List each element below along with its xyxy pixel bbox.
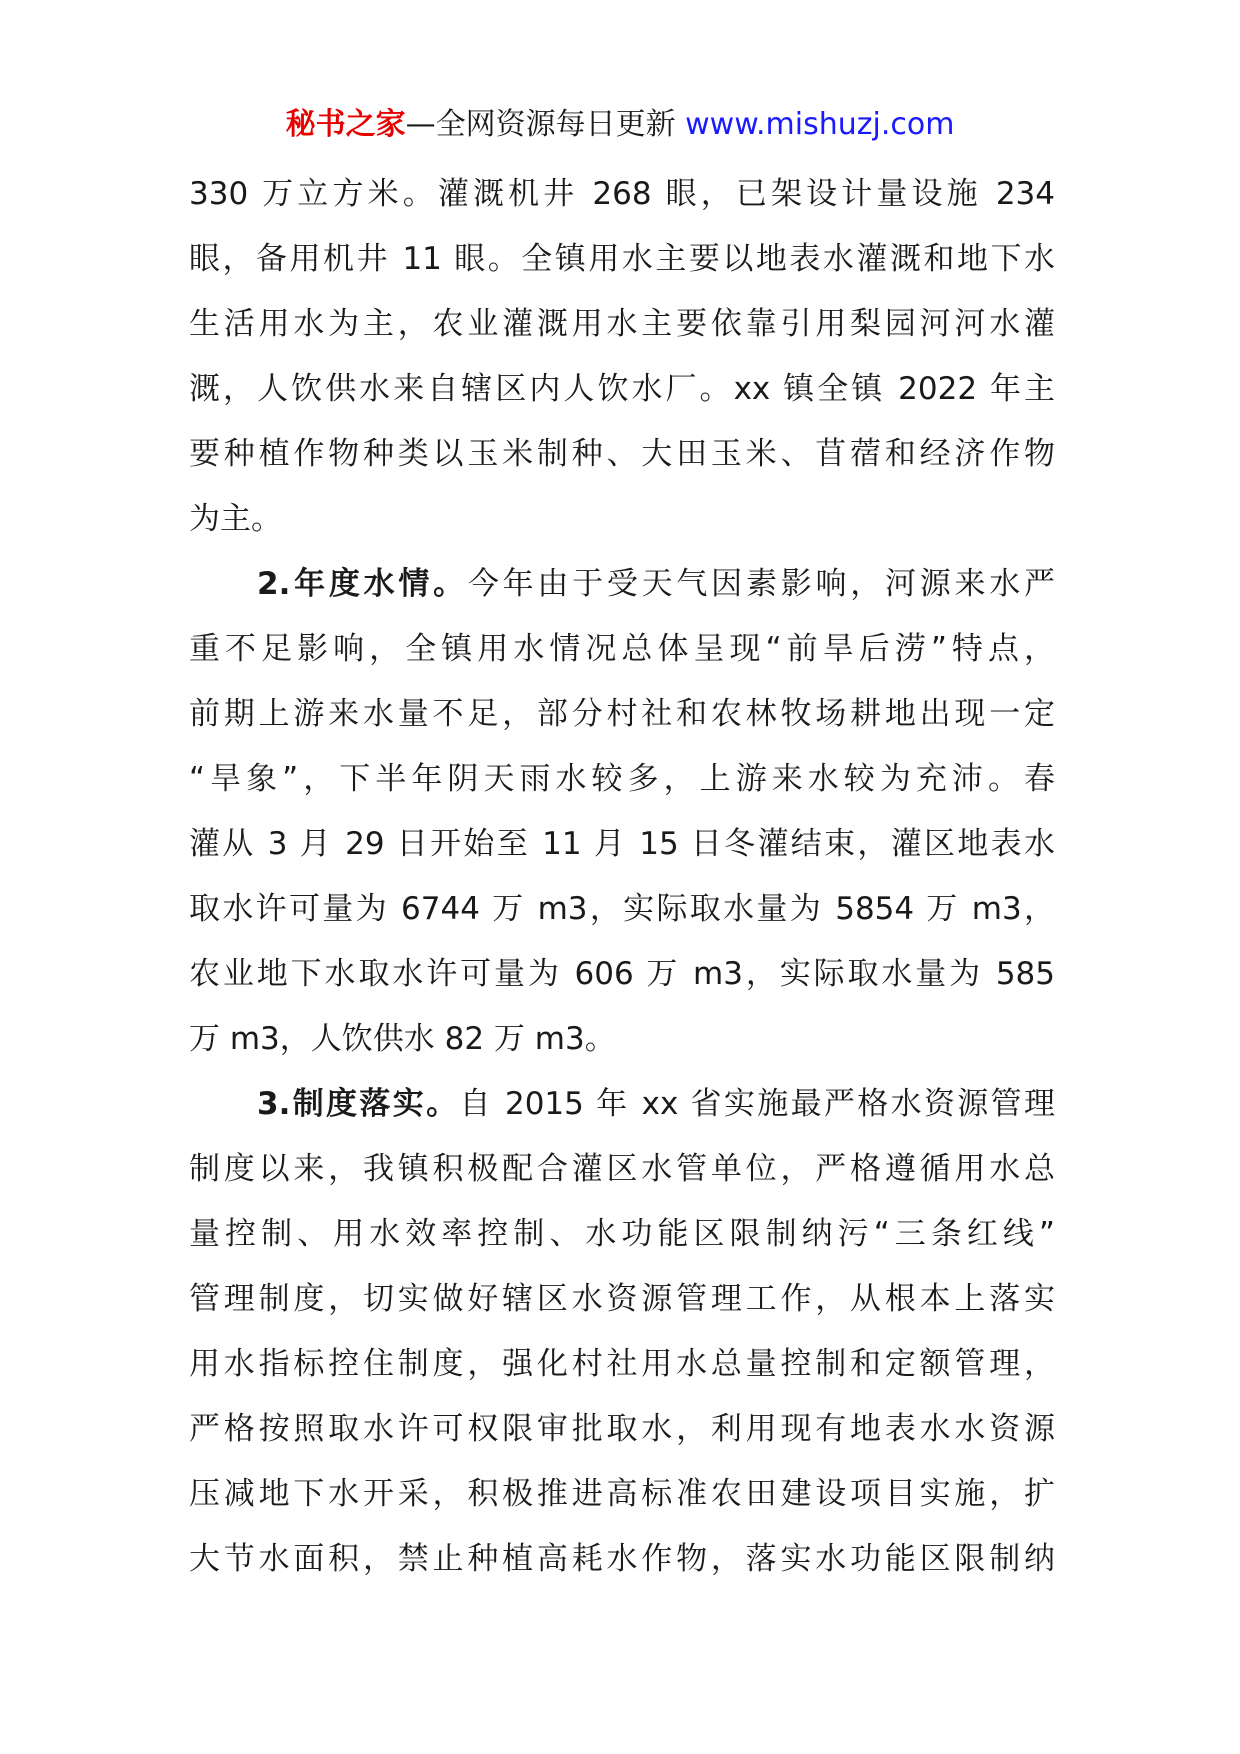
text-line: 重不足影响，全镇用水情况总体呈现“前旱后涝”特点， — [189, 631, 1055, 667]
section-heading: 2.年度水情。 — [257, 566, 468, 602]
text-line: 为主。 — [189, 501, 282, 537]
text-line: 前期上游来水量不足，部分村社和农林牧场耕地出现一定 — [189, 696, 1055, 732]
text-line: 取水许可量为 6744 万 m3，实际取水量为 5854 万 m3， — [189, 891, 1055, 927]
site-tagline: —全网资源每日更新 — [405, 107, 686, 142]
text-line: 压减地下水开采，积极推进高标准农田建设项目实施，扩 — [189, 1476, 1055, 1512]
text-line: 严格按照取水许可权限审批取水，利用现有地表水水资源 — [189, 1411, 1055, 1447]
paragraph-first-line — [189, 552, 1055, 617]
text-span: 今年由于受天气因素影响，河源来水严 — [467, 566, 1055, 602]
text-span: 自 2015 年 xx 省实施最严格水资源管理 — [459, 1086, 1055, 1122]
text-line: 溉，人饮供水来自辖区内人饮水厂。xx 镇全镇 2022 年主 — [189, 371, 1055, 407]
site-brand: 秘书之家 — [285, 107, 406, 142]
text-line: 农业地下水取水许可量为 606 万 m3，实际取水量为 585 — [189, 956, 1055, 992]
text-line: 大节水面积，禁止种植高耗水作物，落实水功能区限制纳 — [189, 1541, 1055, 1577]
site-url-link[interactable]: www.mishuzj.com — [685, 107, 955, 142]
paragraph-first-line — [189, 1072, 1055, 1137]
text-line: 生活用水为主，农业灌溉用水主要依靠引用梨园河河水灌 — [189, 306, 1055, 342]
text-line: 330 万立方米。灌溉机井 268 眼，已架设计量设施 234 — [189, 176, 1055, 212]
text-line: 万 m3，人饮供水 82 万 m3。 — [189, 1021, 616, 1057]
text-line: 用水指标控住制度，强化村社用水总量控制和定额管理， — [189, 1346, 1055, 1382]
text-line: 要种植作物种类以玉米制种、大田玉米、苜蓿和经济作物 — [189, 436, 1055, 472]
text-line: 眼，备用机井 11 眼。全镇用水主要以地表水灌溉和地下水 — [189, 241, 1055, 277]
text-line: “旱象”，下半年阴天雨水较多，上游来水较为充沛。春 — [189, 761, 1055, 797]
section-heading: 3.制度落实。 — [257, 1086, 460, 1122]
text-line: 量控制、用水效率控制、水功能区限制纳污“三条红线” — [189, 1216, 1055, 1252]
text-line: 管理制度，切实做好辖区水资源管理工作，从根本上落实 — [189, 1281, 1055, 1317]
site-header — [0, 100, 1240, 150]
document-body — [189, 162, 1055, 1592]
text-line: 制度以来，我镇积极配合灌区水管单位，严格遵循用水总 — [189, 1151, 1055, 1187]
text-line: 灌从 3 月 29 日开始至 11 月 15 日冬灌结束，灌区地表水 — [189, 826, 1055, 862]
